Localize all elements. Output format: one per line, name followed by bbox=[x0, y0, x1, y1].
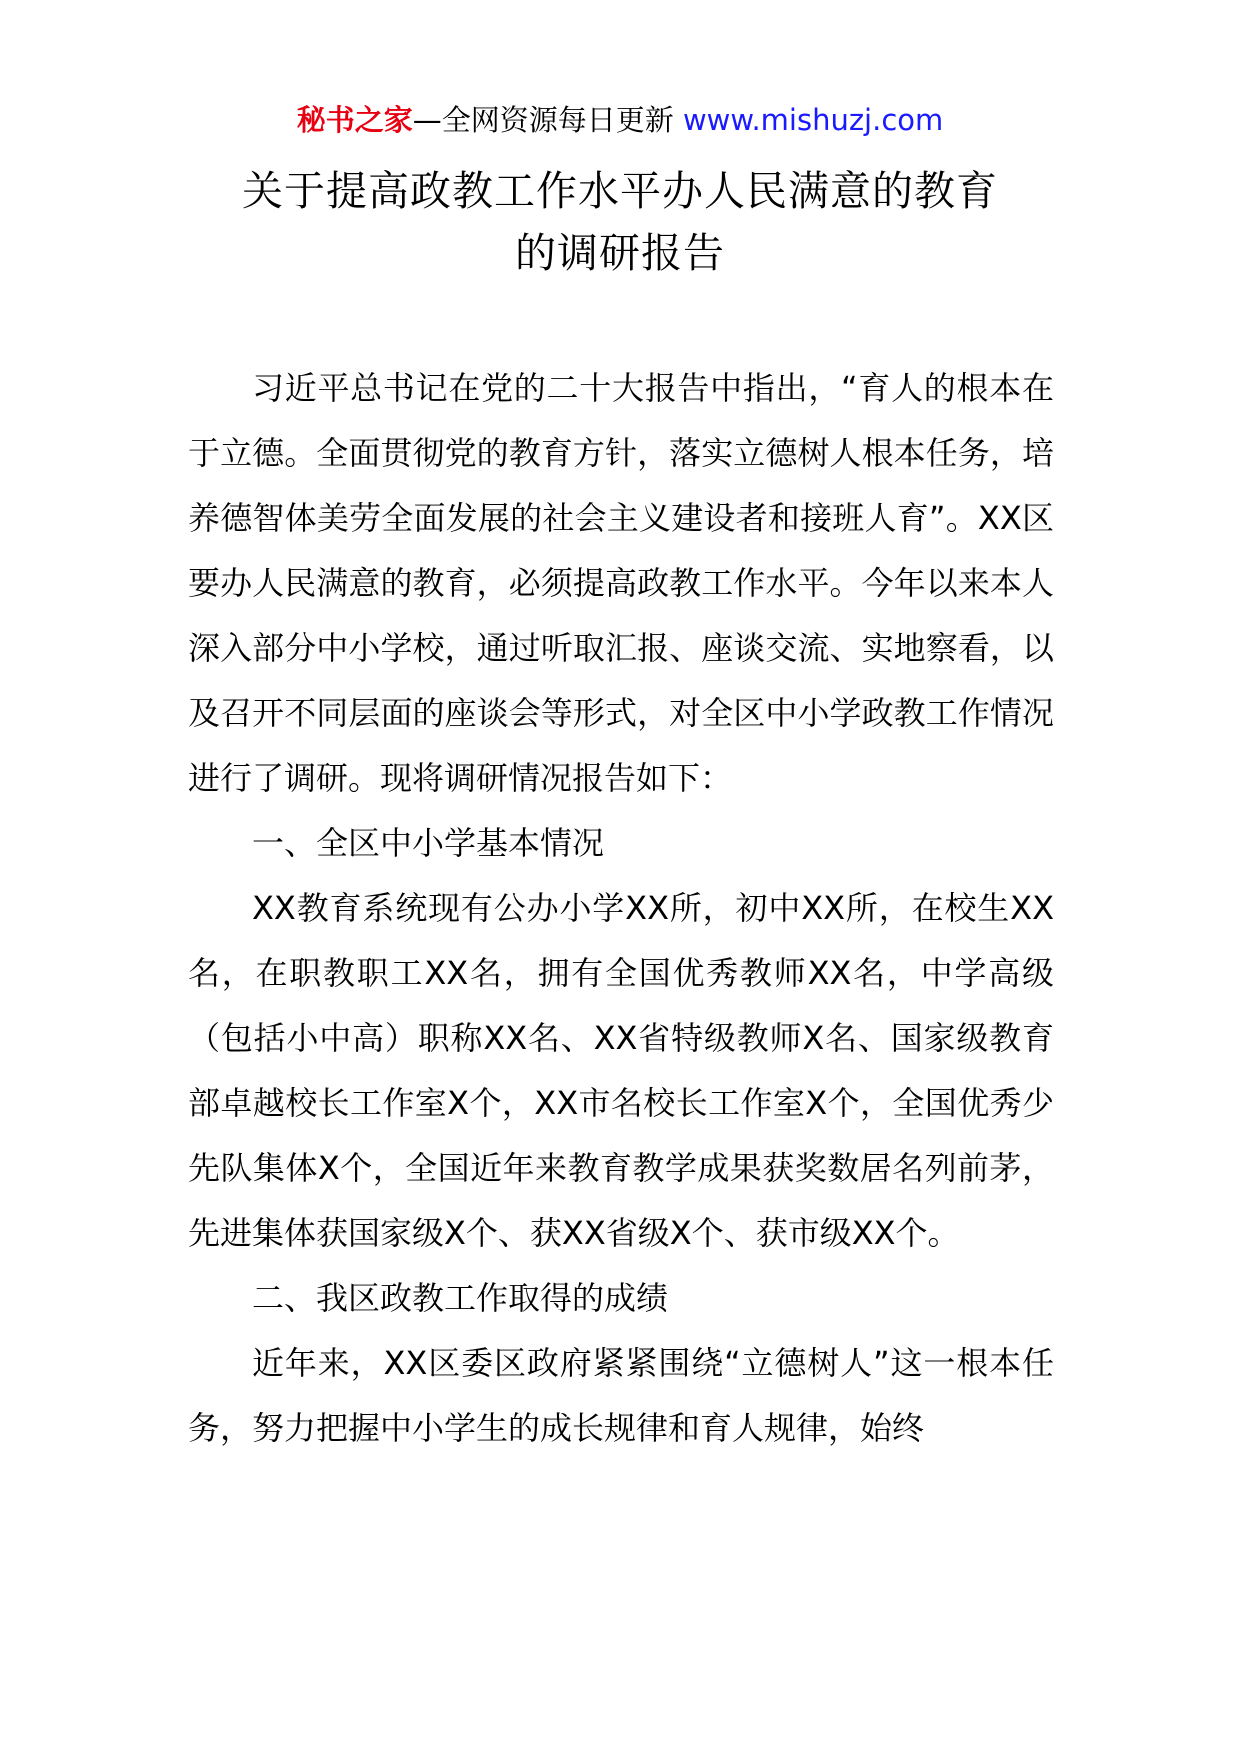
header-banner bbox=[0, 100, 1240, 140]
website-link[interactable]: www.mishuzj.com bbox=[682, 103, 944, 137]
title-line-2: 的调研报告 bbox=[515, 229, 725, 277]
body-paragraph: XX教育系统现有公办小学XX所，初中XX所，在校生XX名，在职教职工XX名，拥有全国优秀教师XX名，中学高级（包括小中高）职称XX名、XX省特级教师X名、国家级教育部卓越校长工作室X个，XX市名校长工作室X个，全国优秀少先队集体X个，全国近年来教育教学成果获奖数居名列前茅，先进集体获国家级X个、获XX省级X个、获市级XX个。 bbox=[188, 889, 1054, 1252]
brand-name: 秘书之家 bbox=[296, 103, 413, 137]
section-heading-1: 一、全区中小学基本情况 bbox=[252, 824, 605, 862]
intro-paragraph: 习近平总书记在党的二十大报告中指出，“育人的根本在于立德。全面贯彻党的教育方针，落实立德树人根本任务，培养德智体美劳全面发展的社会主义建设者和接班人育”。XX区要办人民满意的教育，必须提高政教工作水平。今年以来本人深入部分中小学校，通过听取汇报、座谈交流、实地察看，以及召开不同层面的座谈会等形式，对全区中小学政教工作情况进行了调研。现将调研情况报告如下： bbox=[188, 369, 1054, 797]
header-tagline: —全网资源每日更新 bbox=[412, 103, 683, 137]
section-heading-2: 二、我区政教工作取得的成绩 bbox=[252, 1279, 669, 1317]
body-paragraph: 近年来，XX区委区政府紧紧围绕“立德树人”这一根本任务，努力把握中小学生的成长规律和育人规律，始终 bbox=[188, 1344, 1054, 1447]
document-body bbox=[188, 356, 1054, 1461]
title-line-1: 关于提高政教工作水平办人民满意的教育 bbox=[242, 167, 998, 215]
document-title bbox=[120, 160, 1120, 284]
